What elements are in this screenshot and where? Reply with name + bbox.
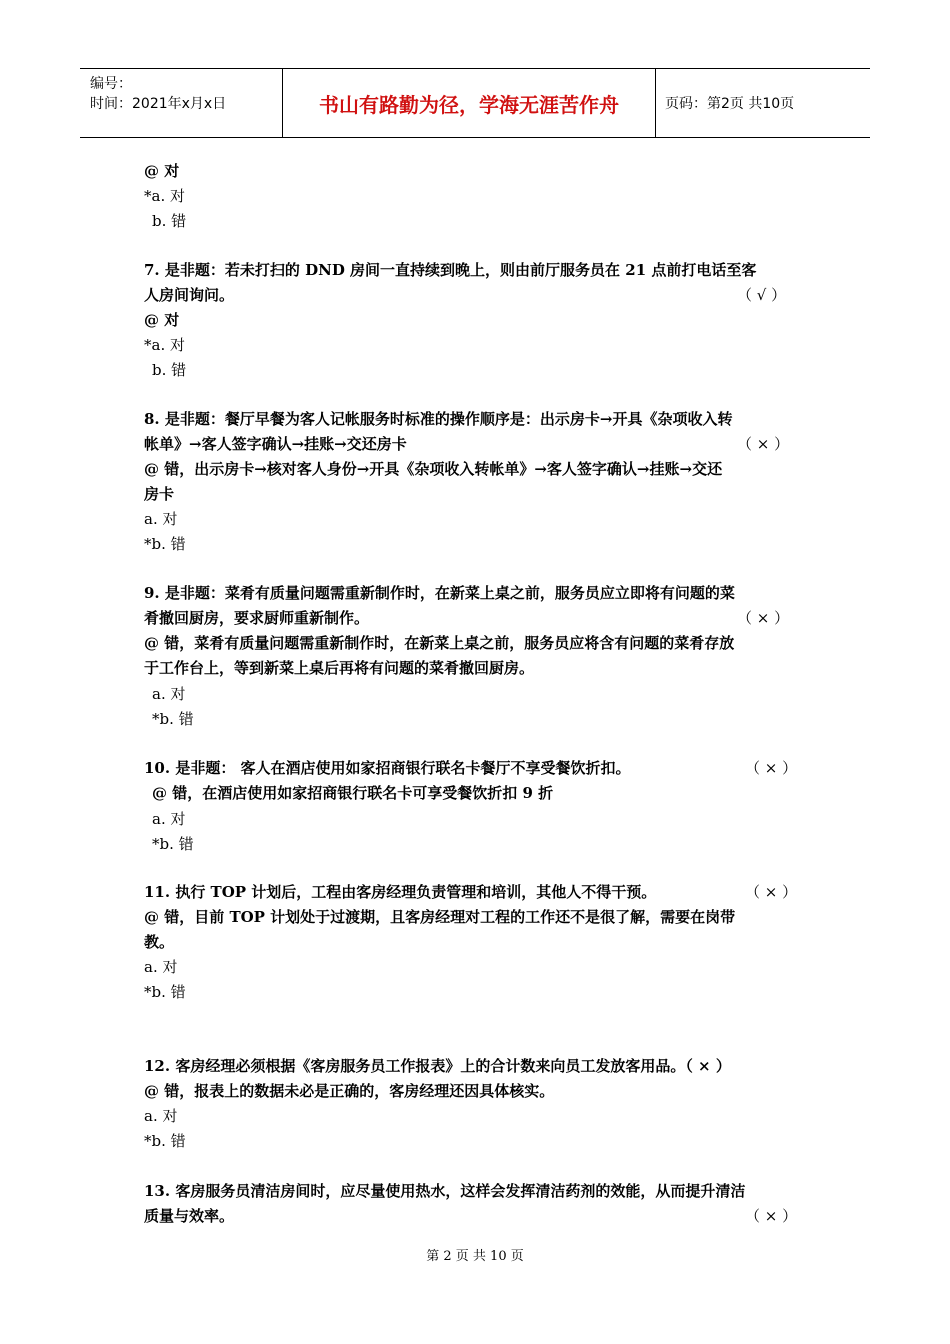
question-11-mark: （ × ） xyxy=(745,883,798,901)
question-7-option-a: *a. 对 xyxy=(144,336,185,354)
question-9-option-a: a. 对 xyxy=(152,685,186,703)
question-8-answer-line-1: @ 错，出示房卡→核对客人身份→开具《杂项收入转帐单》→客人签字确认→挂账→交还 xyxy=(144,460,723,478)
question-10-option-b: *b. 错 xyxy=(152,835,194,853)
time-label: 时间：2021年x月x日 xyxy=(90,96,227,112)
question-10-answer: @ 错，在酒店使用如家招商银行联名卡可享受餐饮折扣 9 折 xyxy=(152,784,554,802)
question-7-line-2: 人房间询问。 xyxy=(144,286,235,304)
number-label: 编号： xyxy=(90,76,132,92)
question-11-option-b: *b. 错 xyxy=(144,983,186,1001)
question-10-mark: （ × ） xyxy=(745,759,798,777)
question-8-mark: （ × ） xyxy=(737,435,790,453)
question-9-line-1: 9. 是非题：菜肴有质量问题需重新制作时，在新菜上桌之前，服务员应立即将有问题的菜 xyxy=(144,584,735,602)
question-7-line-1: 7. 是非题：若未打扫的 DND 房间一直持续到晚上，则由前厅服务员在 21 点前打电话至客 xyxy=(144,261,757,279)
question-8-option-b: *b. 错 xyxy=(144,535,186,553)
question-12-option-b: *b. 错 xyxy=(144,1132,186,1150)
answer-line: @ 对 xyxy=(144,162,180,180)
header-motto: 书山有路勤为径，学海无涯苦作舟 xyxy=(283,69,656,137)
question-9-answer-line-2: 于工作台上，等到新菜上桌后再将有问题的菜肴撤回厨房。 xyxy=(144,659,535,677)
question-11-answer-line-1: @ 错，目前 TOP 计划处于过渡期，且客房经理对工程的工作还不是很了解，需要在岗带 xyxy=(144,908,736,926)
page-header xyxy=(80,68,870,138)
question-13-line-1: 13. 客房服务员清洁房间时，应尽量使用热水，这样会发挥清洁药剂的效能，从而提升清洁 xyxy=(144,1182,746,1200)
page-footer: 第 2 页 共 10 页 xyxy=(426,1249,524,1264)
question-11-line-1: 11. 执行 TOP 计划后，工程由客房经理负责管理和培训，其他人不得干预。 xyxy=(144,883,657,901)
option-a: *a. 对 xyxy=(144,187,185,205)
question-12-line-1: 12. 客房经理必须根据《客房服务员工作报表》上的合计数来向员工发放客用品。（ × ） xyxy=(144,1057,731,1075)
option-b: b. 错 xyxy=(152,212,187,230)
question-7-option-b: b. 错 xyxy=(152,361,187,379)
question-7-answer: @ 对 xyxy=(144,311,180,329)
question-13-line-2: 质量与效率。 xyxy=(144,1207,235,1225)
question-8-line-2: 帐单》→客人签字确认→挂账→交还房卡 xyxy=(144,435,407,453)
question-9-answer-line-1: @ 错，菜肴有质量问题需重新制作时，在新菜上桌之前，服务员应将含有问题的菜肴存放 xyxy=(144,634,735,652)
question-13-mark: （ × ） xyxy=(745,1207,798,1225)
question-10-line-1: 10. 是非题： 客人在酒店使用如家招商银行联名卡餐厅不享受餐饮折扣。 xyxy=(144,759,631,777)
question-11-option-a: a. 对 xyxy=(144,958,178,976)
question-8-line-1: 8. 是非题：餐厅早餐为客人记帐服务时标准的操作顺序是：出示房卡→开具《杂项收入转 xyxy=(144,410,733,428)
question-9-mark: （ × ） xyxy=(737,609,790,627)
question-11-answer-line-2: 教。 xyxy=(144,933,175,951)
question-7-mark: （ √ ） xyxy=(737,286,787,304)
header-info-cell xyxy=(80,69,283,137)
question-9-option-b: *b. 错 xyxy=(152,710,194,728)
question-9-line-2: 肴撤回厨房，要求厨师重新制作。 xyxy=(144,609,370,627)
question-8-option-a: a. 对 xyxy=(144,510,178,528)
question-12-answer: @ 错，报表上的数据未必是正确的，客房经理还因具体核实。 xyxy=(144,1082,555,1100)
header-page-info: 页码：第2页 共10页 xyxy=(665,96,795,112)
question-8-answer-line-2: 房卡 xyxy=(144,485,175,503)
question-10-option-a: a. 对 xyxy=(152,810,186,828)
question-12-option-a: a. 对 xyxy=(144,1107,178,1125)
